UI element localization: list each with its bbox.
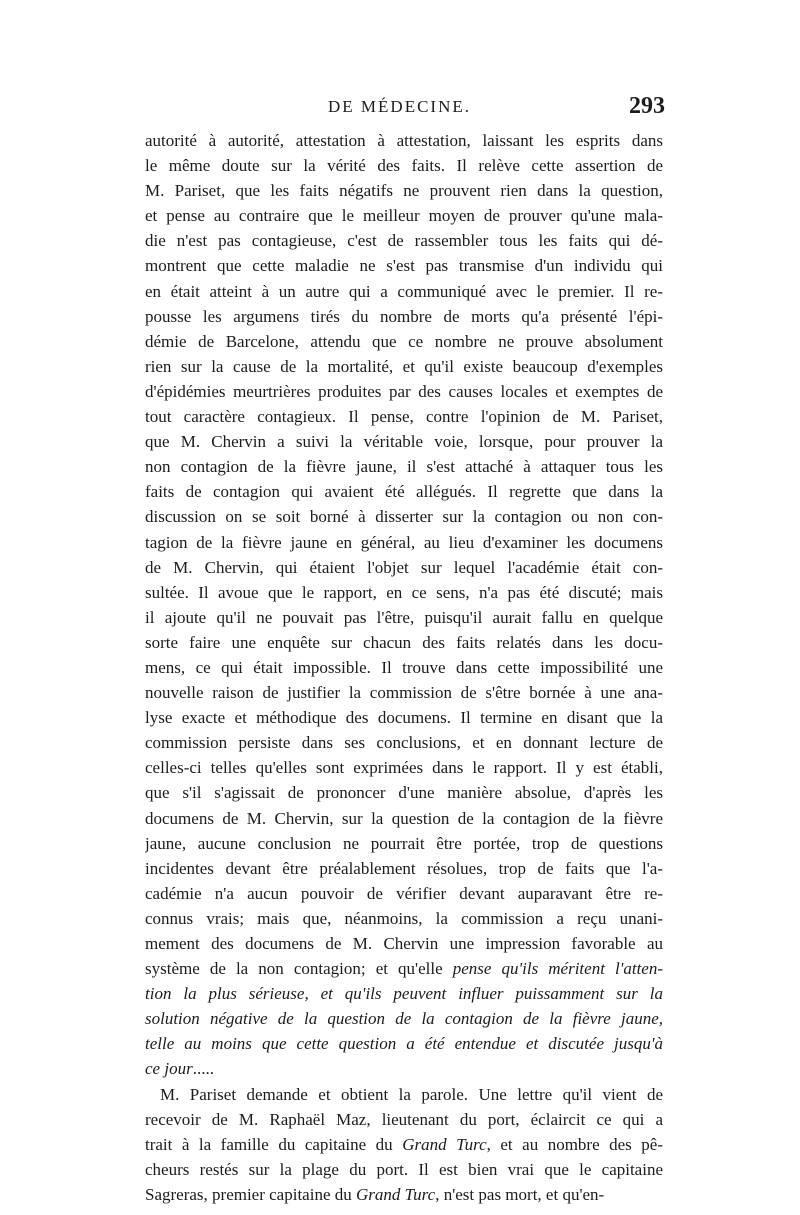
text-line: celles-ci telles qu'elles sont exprimées dans le rapport. Il y est établi, [145,758,663,778]
page-header [145,93,665,127]
text-line: tion la plus sérieuse, et qu'ils peuvent influer puissamment sur la [145,984,663,1004]
text-line: tout caractère contagieux. Il pense, contre l'opinion de M. Pariset, [145,407,663,427]
text-line: nouvelle raison de justifier la commission de s'être bornée à une ana- [145,683,663,703]
text-line: cheurs restés sur la plage du port. Il est bien vrai que le capitaine [145,1159,663,1179]
text-line: lyse exacte et méthodique des documens. Il termine en disant que la [145,708,663,728]
text-line: non contagion de la fièvre jaune, il s'est attaché à attaquer tous les [145,457,663,477]
text-line: M. Pariset demande et obtient la parole. Une lettre qu'il vient de [160,1084,663,1104]
text-line: il ajoute qu'il ne pouvait pas l'être, puisqu'il aurait fallu en quelque [145,607,663,627]
text-line: incidentes devant être préalablement résolues, trop de faits que l'a- [145,858,663,878]
text-line: discussion on se soit borné à disserter sur la contagion ou non con- [145,507,663,527]
text-line: commission persiste dans ses conclusions, et en donnant lecture de [145,733,663,753]
text-line: système de la non contagion; et qu'elle pense qu'ils méritent l'atten- [145,959,663,979]
text-line: que M. Chervin a suivi la véritable voie, lorsque, pour prouver la [145,432,663,452]
text-line: jaune, aucune conclusion ne pourrait être portée, trop de questions [145,833,663,853]
running-title: DE MÉDECINE. [328,97,471,116]
text-line: trait à la famille du capitaine du Grand Turc, et au nombre des pê- [145,1134,663,1154]
text-line: solution négative de la question de la contagion de la fièvre jaune, [145,1009,663,1029]
text-line: recevoir de M. Raphaël Maz, lieutenant du port, éclaircit ce qui a [145,1109,663,1129]
text-line: rien sur la cause de la mortalité, et qu'il existe beaucoup d'exemples [145,356,663,376]
text-line: M. Pariset, que les faits négatifs ne prouvent rien dans la question, [145,181,663,201]
page-number: 293 [629,93,665,119]
text-line: tagion de la fièvre jaune en général, au lieu d'examiner les documens [145,532,663,552]
text-line: d'épidémies meurtrières produites par des causes locales et exemptes de [145,381,663,401]
text-line: cadémie n'a aucun pouvoir de vérifier devant auparavant être re- [145,883,663,903]
text-line: démie de Barcelone, attendu que ce nombre ne prouve absolument [145,331,663,351]
text-line: documens de M. Chervin, sur la question de la contagion de la fièvre [145,808,663,828]
text-line: que s'il s'agissait de prononcer d'une manière absolue, d'après les [145,783,663,803]
text-line: die n'est pas contagieuse, c'est de rassembler tous les faits qui dé- [145,231,663,251]
text-line: sorte faire une enquête sur chacun des faits relatés dans les docu- [145,632,663,652]
text-line: autorité à autorité, attestation à attestation, laissant les esprits dans [145,131,663,150]
text-line: le même doute sur la vérité des faits. Il relève cette assertion de [145,156,663,176]
text-line: sultée. Il avoue que le rapport, en ce sens, n'a pas été discuté; mais [145,582,663,602]
text-line: ce jour..... [145,1059,214,1079]
text-line: mens, ce qui était impossible. Il trouve dans cette impossibilité une [145,657,663,677]
text-line: mement des documens de M. Chervin une impression favorable au [145,934,663,953]
text-line: montrent que cette maladie ne s'est pas transmise d'un individu qui [145,256,663,276]
text-line: en était atteint à un autre qui a communiqué avec le premier. Il re- [145,281,663,301]
text-line: faits de contagion qui avaient été allégués. Il regrette que dans la [145,482,663,502]
text-line: telle au moins que cette question a été entendue et discutée jusqu'à [145,1034,663,1054]
text-line: Sagreras, premier capitaine du Grand Turc, n'est pas mort, et qu'en- [145,1184,605,1204]
text-line: de M. Chervin, qui étaient l'objet sur lequel l'académie était con- [145,557,663,577]
text-line: pousse les argumens tirés du nombre de morts qu'a présenté l'épi- [145,306,663,326]
text-line: et pense au contraire que le meilleur moyen de prouver qu'une mala- [145,206,663,226]
text-line: connus vrais; mais que, néanmoins, la commission a reçu unani- [145,908,663,928]
body-text [145,128,663,1207]
